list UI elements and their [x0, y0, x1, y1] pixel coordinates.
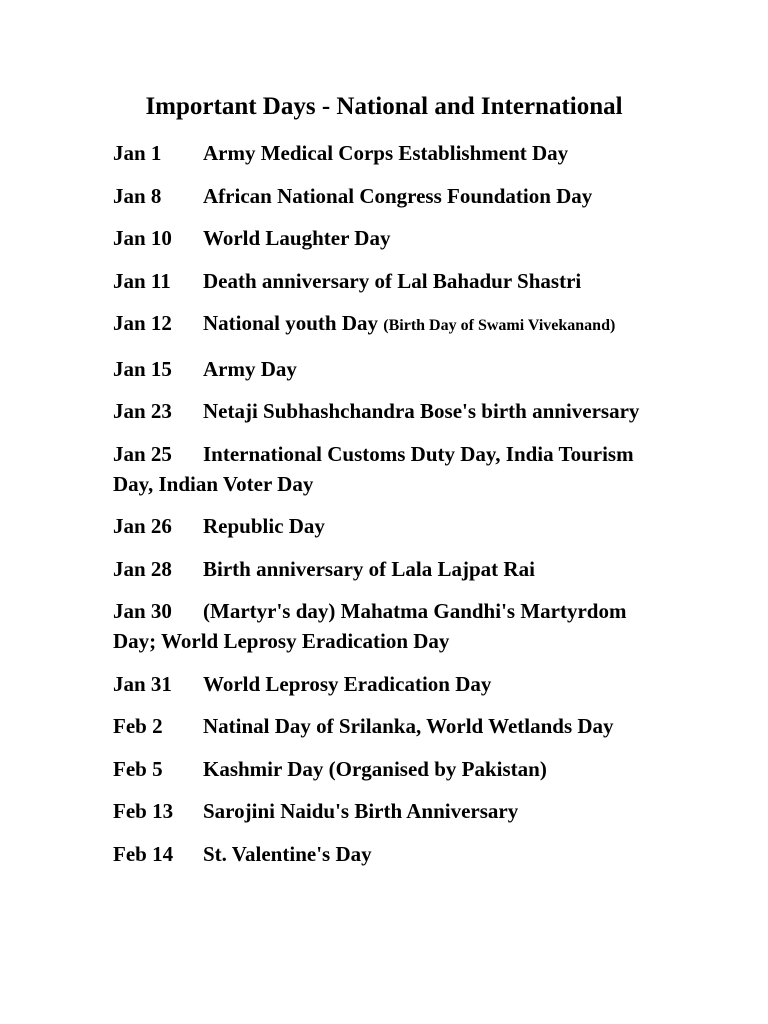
list-item: [113, 181, 673, 211]
list-item: [113, 354, 673, 384]
list-item: [113, 839, 673, 869]
list-item: [113, 511, 673, 541]
entry-date: Jan 23: [113, 399, 172, 423]
entry-date: Jan 26: [113, 514, 172, 538]
entry-event: National youth Day: [203, 311, 379, 335]
entry-date: Feb 14: [113, 841, 174, 866]
entry-date: Jan 25: [113, 441, 172, 466]
entry-date: Jan 12: [113, 311, 172, 335]
list-item: [113, 554, 673, 584]
entry-date: Jan 11: [113, 268, 171, 293]
list-item: [113, 596, 673, 656]
entry-event: Birth anniversary of Lala Lajpat Rai: [203, 556, 535, 581]
entry-note: (Birth Day of Swami Vivekanand): [383, 317, 616, 334]
entry-event: African National Congress Foundation Day: [203, 183, 593, 208]
entry-date: Feb 2: [113, 714, 163, 738]
page-title: Important Days - National and International: [145, 93, 623, 120]
list-item: [113, 396, 673, 426]
entry-event: Natinal Day of Srilanka, World Wetlands Day: [203, 714, 614, 738]
list-item: [113, 266, 673, 296]
entry-date: Jan 30: [113, 599, 172, 623]
entry-date: Jan 28: [113, 556, 172, 581]
entry-event: Kashmir Day (Organised by Pakistan): [203, 756, 547, 781]
entry-date: Feb 13: [113, 799, 174, 823]
entry-event: (Martyr's day) Mahatma Gandhi's Martyrdom Day; World Leprosy Eradication Day: [113, 599, 627, 653]
list-item: [113, 669, 673, 699]
entry-date: Jan 8: [113, 183, 162, 208]
entry-date: Jan 31: [113, 671, 172, 696]
entry-event: Army Day: [203, 356, 297, 381]
entry-date: Jan 10: [113, 226, 172, 250]
entry-event: Republic Day: [203, 514, 325, 538]
entry-event: International Customs Duty Day, India Tourism Day, Indian Voter Day: [113, 441, 634, 496]
list-item: [113, 138, 673, 168]
entry-date: Feb 5: [113, 756, 163, 781]
list-item: [113, 308, 673, 341]
list-item: [113, 439, 673, 499]
list-item: [113, 796, 673, 826]
entry-event: World Laughter Day: [203, 226, 391, 250]
entry-event: Netaji Subhashchandra Bose's birth anniversary: [203, 399, 640, 423]
list-item: [113, 711, 673, 741]
entry-event: St. Valentine's Day: [203, 841, 372, 866]
entry-event: Sarojini Naidu's Birth Anniversary: [203, 799, 519, 823]
list-item: [113, 223, 673, 253]
entry-date: Jan 1: [113, 141, 162, 165]
entry-date: Jan 15: [113, 356, 172, 381]
entry-event: Death anniversary of Lal Bahadur Shastri: [203, 268, 582, 293]
entry-event: Army Medical Corps Establishment Day: [203, 141, 569, 165]
entry-event: World Leprosy Eradication Day: [203, 671, 492, 696]
important-days-list: [113, 138, 673, 881]
list-item: [113, 754, 673, 784]
